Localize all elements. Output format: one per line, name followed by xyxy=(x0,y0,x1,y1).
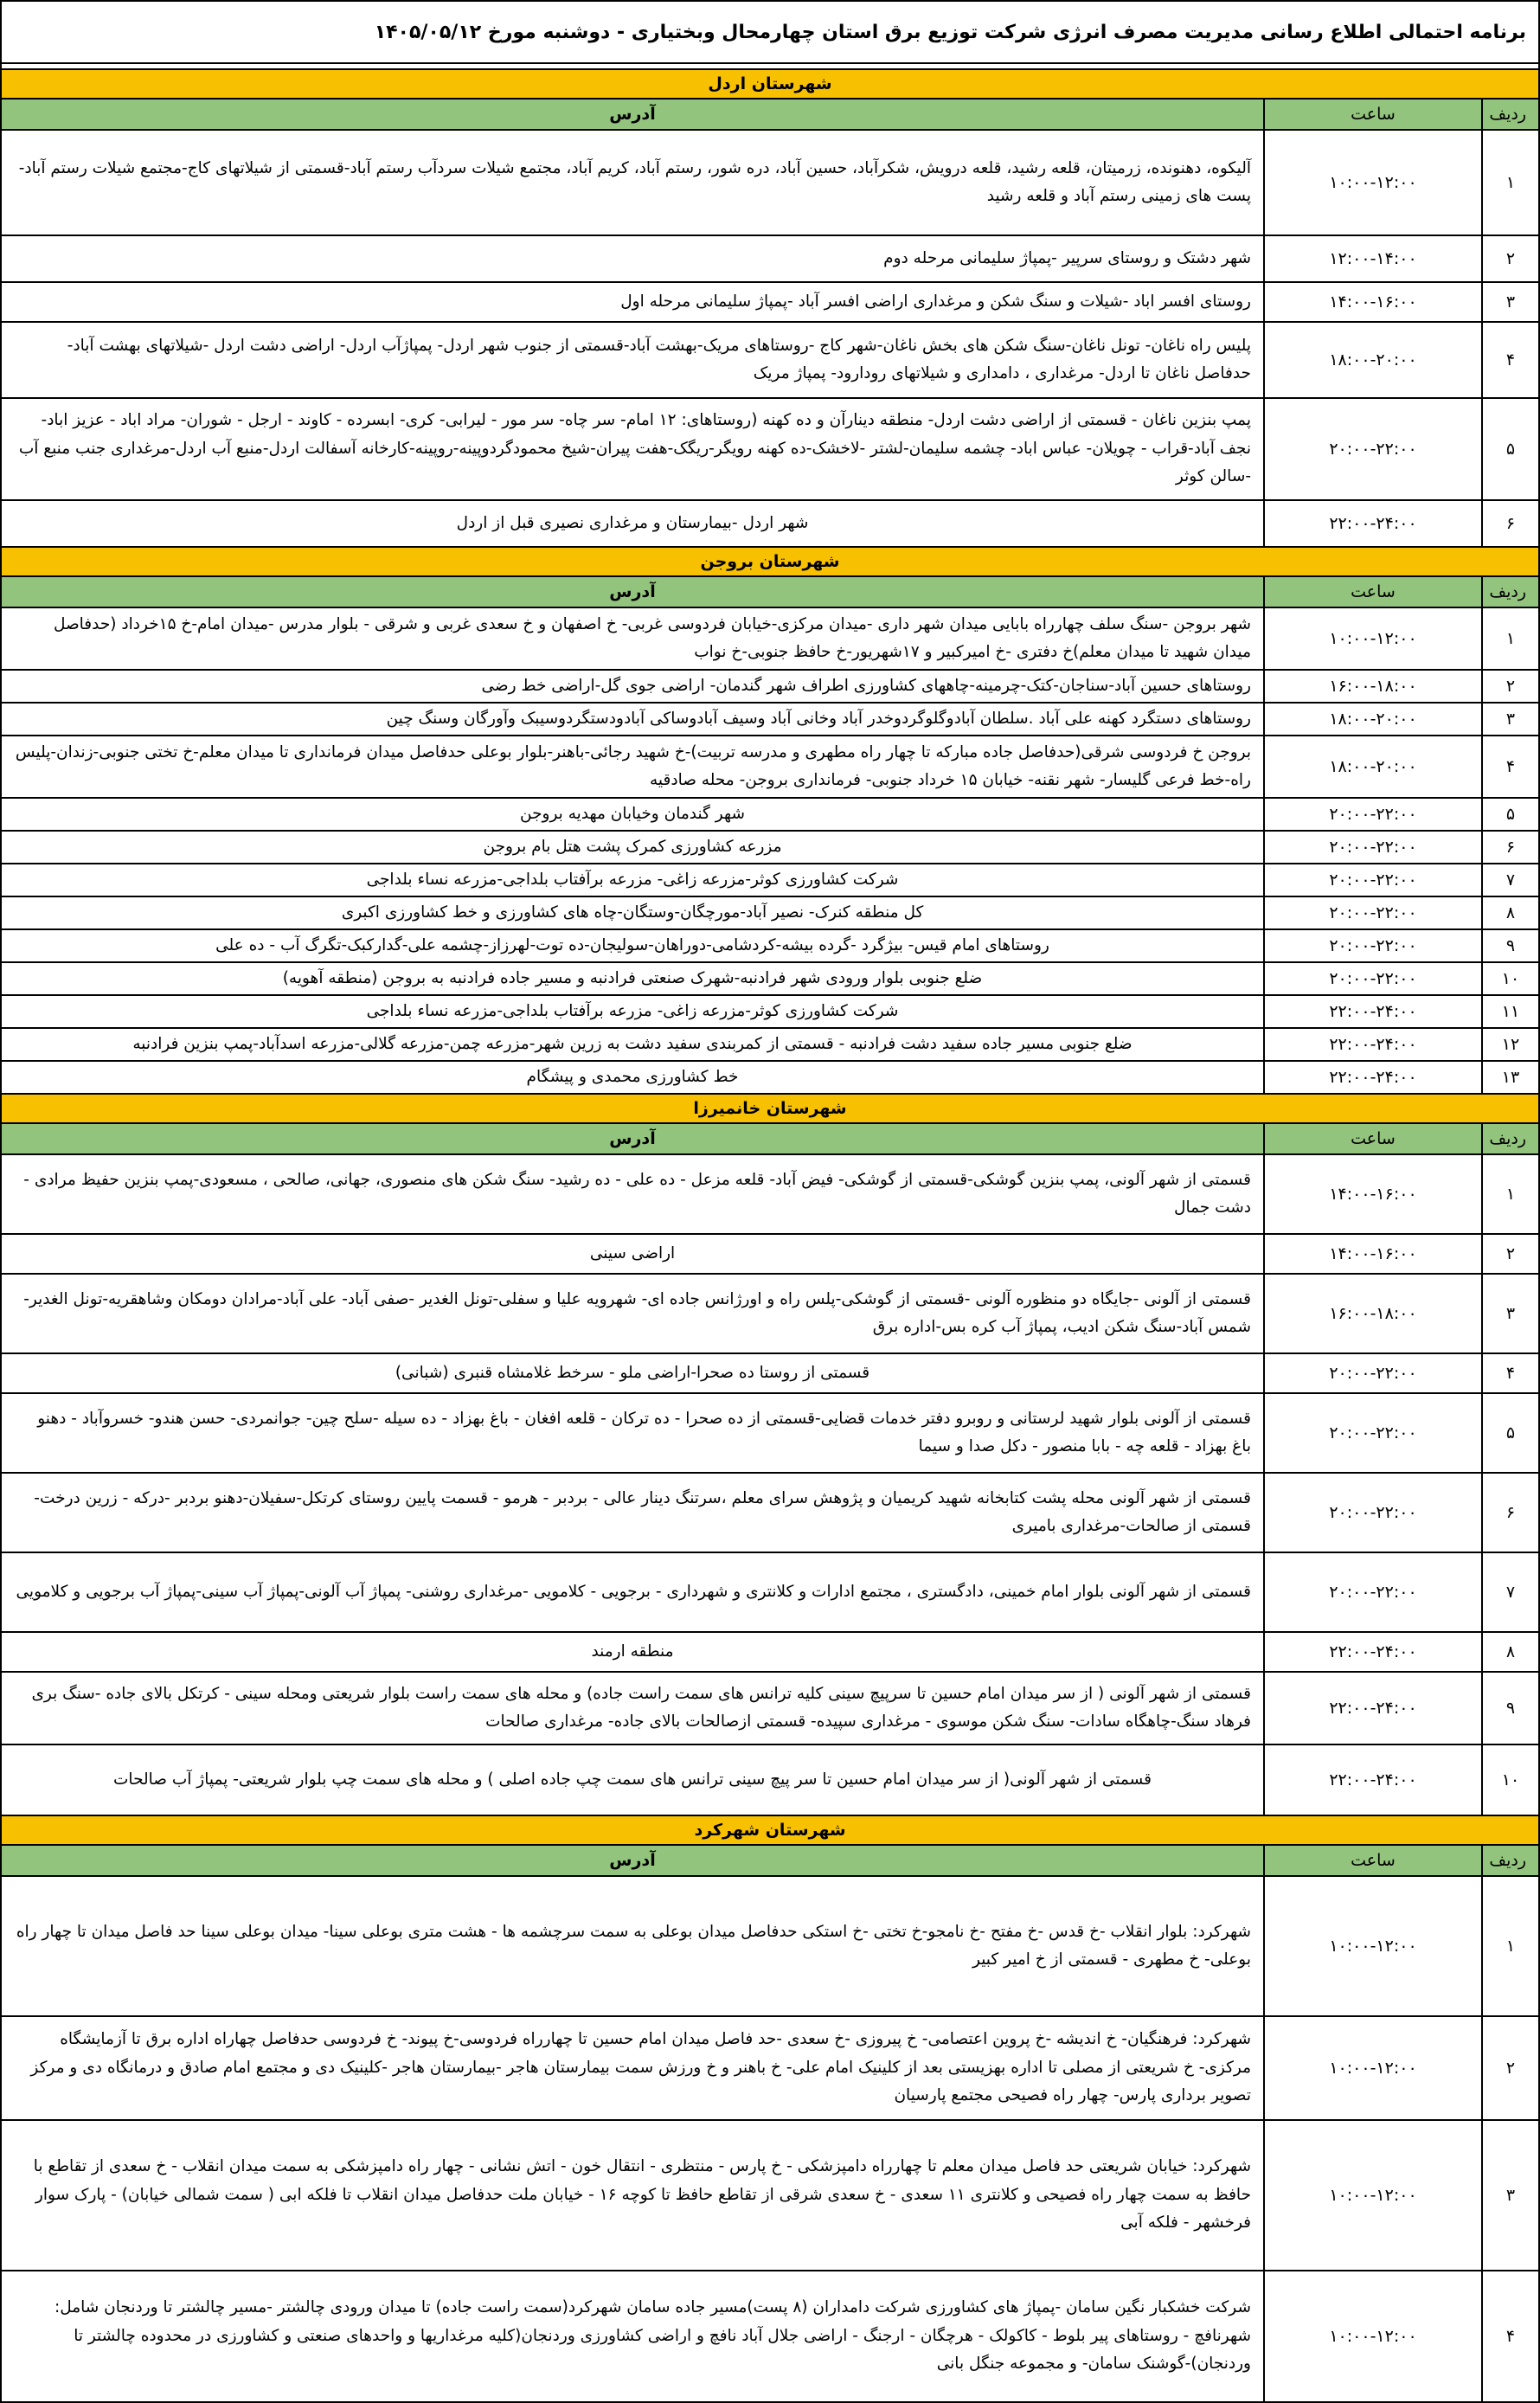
row-time: ۱۰:۰۰-۱۲:۰۰ xyxy=(1264,2016,1482,2120)
header-address: آدرس xyxy=(1,1845,1264,1876)
section-row xyxy=(1,1094,1539,1123)
table-row xyxy=(1,1876,1539,2016)
row-number: ۸ xyxy=(1482,1632,1539,1672)
row-time: ۱۰:۰۰-۱۲:۰۰ xyxy=(1264,2271,1482,2402)
table-row xyxy=(1,1632,1539,1672)
row-address: اراضی سینی xyxy=(1,1234,1264,1274)
table-row xyxy=(1,1061,1539,1094)
spacer-row xyxy=(1,63,1539,69)
row-address: پمپ بنزین ناغان - قسمتی از اراضی دشت اردل- منطقه دینارآن و ده کهنه (روستاهای: ۱۲ امام- سر چاه- سر مور - لیرابی- کری- ابسرده - کاوند - ارجل - شوران- مراد اباد - عزیز اباد-نجف آباد-قراب - چویلان- عباس اباد- چشمه سلیمان-لشتر -لاخشک-ده کهنه رویگر-ریگک-هفت پیران-شیخ محمودگردوپینه-روپینه-کارخانه آسفالت اردل-منبع آب اردل-مرغداری جنب منبع آب -سالن کوثر xyxy=(1,398,1264,500)
row-address: قسمتی از شهر آلونی بلوار امام خمینی، دادگستری ، مجتمع ادارات و کلانتری و شهرداری - برجویی - کلامویی -مرغداری روشنی- پمپاژ آب آلونی-پمپاژ آب سینی-پمپاژ آب برجویی و کلامویی xyxy=(1,1552,1264,1632)
row-number: ۶ xyxy=(1482,831,1539,864)
row-time: ۱۰:۰۰-۱۲:۰۰ xyxy=(1264,130,1482,235)
row-address: پلیس راه ناغان- تونل ناغان-سنگ شکن های بخش ناغان-شهر کاج -روستاهای مریک-بهشت آباد-قسمتی از جنوب شهر اردل- پمپاژآب اردل- اراضی دشت اردل -شیلاتهای بهشت آباد- حدفاصل ناغان تا اردل- مرغداری ، دامداری و شیلاتهای رودارود- پمپاژ مریک xyxy=(1,322,1264,398)
table-row xyxy=(1,1234,1539,1274)
row-address: شهر گندمان وخیابان مهدیه بروجن xyxy=(1,798,1264,831)
schedule-body xyxy=(1,1,1539,2402)
table-row xyxy=(1,1353,1539,1393)
row-time: ۲۰:۰۰-۲۲:۰۰ xyxy=(1264,1353,1482,1393)
table-row xyxy=(1,1473,1539,1552)
table-row xyxy=(1,2120,1539,2271)
row-address: شرکت کشاورزی کوثر-مزرعه زاغی- مزرعه برآفتاب بلداجی-مزرعه نساء بلداجی xyxy=(1,864,1264,896)
row-time: ۲۰:۰۰-۲۲:۰۰ xyxy=(1264,831,1482,864)
row-time: ۱۶:۰۰-۱۸:۰۰ xyxy=(1264,1274,1482,1353)
header-row-number: ردیف xyxy=(1482,1123,1539,1154)
row-time: ۱۴:۰۰-۱۶:۰۰ xyxy=(1264,282,1482,322)
row-time: ۲۲:۰۰-۲۴:۰۰ xyxy=(1264,1028,1482,1061)
row-number: ۶ xyxy=(1482,500,1539,547)
table-row xyxy=(1,831,1539,864)
header-row-number: ردیف xyxy=(1482,1845,1539,1876)
table-row xyxy=(1,282,1539,322)
header-address: آدرس xyxy=(1,99,1264,130)
row-address: خط کشاورزی محمدی و پیشگام xyxy=(1,1061,1264,1094)
table-row xyxy=(1,1028,1539,1061)
row-time: ۱۰:۰۰-۱۲:۰۰ xyxy=(1264,2120,1482,2271)
row-address: شهرکرد: فرهنگیان- خ اندیشه -خ پروین اعتصامی- خ پیروزی -خ سعدی -حد فاصل میدان امام حسین تا چهارراه فردوسی-خ پیوند- خ فردوسی حدفاصل چهاراه اداره برق تا آزمایشگاه مرکزی- خ شریعتی از مصلی تا اداره بهزیستی بعد از کلینیک امام علی- خ باهنر و خ ورزش سمت بیمارستان هاجر -بیمارستان هاجر -کلینیک دی و مجتمع امام صادق و درمانگاه دی و مرکز تصویر برداری پارس- چهار راه فصیحی مجتمع پارسیان xyxy=(1,2016,1264,2120)
table-row xyxy=(1,670,1539,703)
row-number: ۳ xyxy=(1482,1274,1539,1353)
table-row xyxy=(1,703,1539,736)
row-address: شهر دشتک و روستای سرپیر -پمپاژ سلیمانی مرحله دوم xyxy=(1,235,1264,282)
row-number: ۱ xyxy=(1482,607,1539,670)
row-time: ۲۲:۰۰-۲۴:۰۰ xyxy=(1264,1744,1482,1815)
row-address: شهر اردل -بیمارستان و مرغداری نصیری قبل از اردل xyxy=(1,500,1264,547)
table-row xyxy=(1,1744,1539,1815)
row-time: ۲۰:۰۰-۲۲:۰۰ xyxy=(1264,798,1482,831)
section-row xyxy=(1,69,1539,99)
row-number: ۴ xyxy=(1482,1353,1539,1393)
row-number: ۵ xyxy=(1482,798,1539,831)
row-address: شهرکرد: خیابان شریعتی حد فاصل میدان معلم تا چهارراه دامپزشکی - خ پارس - منتظری - انتقال خون - اتش نشانی - چهار راه دامپزشکی به سمت میدان انقلاب - خ سعدی از تقاطع با حافظ به سمت چهار راه فصیحی و کلانتری ۱۱ سعدی - خ سعدی شرقی از تقاطع حافظ تا کوچه ۱۶ - خیابان ملت حدفاصل میدان انقلاب تا فلکه ابی ( سمت شمالی خیابان) - پارک سوار فرخشهر - فلکه آبی xyxy=(1,2120,1264,2271)
row-time: ۲۰:۰۰-۲۲:۰۰ xyxy=(1264,1393,1482,1473)
table-row xyxy=(1,2016,1539,2120)
row-number: ۱۰ xyxy=(1482,962,1539,995)
table-row xyxy=(1,1274,1539,1353)
table-row xyxy=(1,2271,1539,2402)
row-address: روستاهای امام قیس- بیژگرد -گرده بیشه-کردشامی-دوراهان-سولیجان-ده توت-لهرزاز-چشمه علی-گدارکبک-تگرگ آب - ده علی xyxy=(1,929,1264,962)
spacer-cell xyxy=(1,63,1539,69)
row-address: کل منطقه کنرک- نصیر آباد-مورچگان-وستگان-چاه های کشاورزی و خط کشاورزی اکبری xyxy=(1,896,1264,929)
row-time: ۱۴:۰۰-۱۶:۰۰ xyxy=(1264,1154,1482,1234)
header-address: آدرس xyxy=(1,576,1264,607)
row-number: ۵ xyxy=(1482,398,1539,500)
row-address: شرکت کشاورزی کوثر-مزرعه زاغی- مزرعه برآفتاب بلداجی-مزرعه نساء بلداجی xyxy=(1,995,1264,1028)
row-time: ۱۸:۰۰-۲۰:۰۰ xyxy=(1264,736,1482,798)
row-number: ۱۲ xyxy=(1482,1028,1539,1061)
row-number: ۱۰ xyxy=(1482,1744,1539,1815)
row-number: ۹ xyxy=(1482,929,1539,962)
table-row xyxy=(1,607,1539,670)
row-time: ۲۰:۰۰-۲۲:۰۰ xyxy=(1264,864,1482,896)
row-address: روستاهای دستگرد کهنه علی آباد .سلطان آبادوگلوگردوخدر آباد وخانی آباد وسیف آبادوساکی آبادودستگردوسیبک وآورگان وسنگ چین xyxy=(1,703,1264,736)
header-time: ساعت xyxy=(1264,1845,1482,1876)
row-number: ۱ xyxy=(1482,1876,1539,2016)
header-row-number: ردیف xyxy=(1482,99,1539,130)
row-number: ۸ xyxy=(1482,896,1539,929)
row-number: ۱۱ xyxy=(1482,995,1539,1028)
row-number: ۳ xyxy=(1482,2120,1539,2271)
row-number: ۲ xyxy=(1482,2016,1539,2120)
column-header-row xyxy=(1,1123,1539,1154)
row-time: ۲۰:۰۰-۲۲:۰۰ xyxy=(1264,1552,1482,1632)
table-row xyxy=(1,322,1539,398)
table-row xyxy=(1,1672,1539,1744)
header-address: آدرس xyxy=(1,1123,1264,1154)
row-time: ۱۶:۰۰-۱۸:۰۰ xyxy=(1264,670,1482,703)
table-row xyxy=(1,798,1539,831)
row-time: ۲۲:۰۰-۲۴:۰۰ xyxy=(1264,1672,1482,1744)
row-number: ۱۳ xyxy=(1482,1061,1539,1094)
row-number: ۵ xyxy=(1482,1393,1539,1473)
table-row xyxy=(1,896,1539,929)
row-address: آلیکوه، دهنونده، زرمیتان، قلعه رشید، قلعه درویش، شکرآباد، حسین آباد، دره شور، رستم آباد، کریم آباد، مجتمع شیلات سردآب رستم آباد-قسمتی از شیلاتهای کاج-مجتمع شیلات رستم آباد-پست های زمینی رستم آباد و قلعه رشید xyxy=(1,130,1264,235)
header-time: ساعت xyxy=(1264,1123,1482,1154)
column-header-row xyxy=(1,1845,1539,1876)
row-time: ۲۰:۰۰-۲۲:۰۰ xyxy=(1264,398,1482,500)
row-time: ۱۸:۰۰-۲۰:۰۰ xyxy=(1264,703,1482,736)
section-title: شهرستان خانمیرزا xyxy=(1,1094,1539,1123)
row-number: ۲ xyxy=(1482,670,1539,703)
row-number: ۳ xyxy=(1482,703,1539,736)
section-title: شهرستان اردل xyxy=(1,69,1539,99)
section-row xyxy=(1,1815,1539,1845)
row-time: ۲۲:۰۰-۲۴:۰۰ xyxy=(1264,500,1482,547)
row-address: ضلع جنوبی بلوار ورودی شهر فرادنبه-شهرک صنعتی فرادنبه و مسیر جاده فرادنبه به بروجن (منطقه آهویه) xyxy=(1,962,1264,995)
row-time: ۱۸:۰۰-۲۰:۰۰ xyxy=(1264,322,1482,398)
table-row xyxy=(1,398,1539,500)
row-address: بروجن خ فردوسی شرقی(حدفاصل جاده مبارکه تا چهار راه مطهری و مدرسه تربیت)-خ شهید رجائی-باهنر-بلوار بوعلی حدفاصل میدان فرمانداری تا میدان معلم-خ تختی جنوبی-زندان-پلیس راه-خط فرعی گلیسار- شهر نقنه- خیابان ۱۵ خرداد جنوبی- فرمانداری بروجن- محله صادقیه xyxy=(1,736,1264,798)
row-number: ۴ xyxy=(1482,322,1539,398)
section-row xyxy=(1,547,1539,576)
row-number: ۱ xyxy=(1482,130,1539,235)
row-time: ۱۰:۰۰-۱۲:۰۰ xyxy=(1264,1876,1482,2016)
row-number: ۲ xyxy=(1482,235,1539,282)
row-number: ۳ xyxy=(1482,282,1539,322)
column-header-row xyxy=(1,576,1539,607)
section-title: شهرستان بروجن xyxy=(1,547,1539,576)
header-time: ساعت xyxy=(1264,576,1482,607)
row-address: قسمتی از آلونی -جایگاه دو منظوره آلونی -قسمتی از گوشکی-پلس راه و اورژانس جاده ای- شهرویه علیا و سفلی-تونل الغدیر -صفی آباد- علی آباد-مرادان دومکان وشاهقریه-تونل الغدیر-شمس آباد-سنگ شکن ادیب، پمپاژ آب کره بس-اداره برق xyxy=(1,1274,1264,1353)
row-address: مزرعه کشاورزی کمرک پشت هتل بام بروجن xyxy=(1,831,1264,864)
row-address: شرکت خشکبار نگین سامان -پمپاژ های کشاورزی شرکت دامداران (۸ پست)مسیر جاده سامان شهرکرد(سمت راست جاده) تا میدان ورودی چالشتر -مسیر چالشتر تا وردنجان شامل: شهرنافچ - روستاهای پیر بلوط - کاکولک - هرچگان - ارجنگ - اراضی جلال آباد نافچ و اراضی کشاورزی وردنجان(کلیه مرغداریها و واحدهای صنعتی و کشاورزی در محدوده چالشتر تا وردنجان)-گوشنک سامان- و مجموعه جنگل بانی xyxy=(1,2271,1264,2402)
row-number: ۱ xyxy=(1482,1154,1539,1234)
table-row xyxy=(1,864,1539,896)
row-number: ۶ xyxy=(1482,1473,1539,1552)
row-address: روستای افسر اباد -شیلات و سنگ شکن و مرغداری اراضی افسر آباد -پمپاژ سلیمانی مرحله اول xyxy=(1,282,1264,322)
row-address: قسمتی از شهر آلونی، پمپ بنزین گوشکی-قسمتی از گوشکی- فیض آباد- قلعه مزعل - ده علی - ده رشید- سنگ شکن های منصوری، جهانی، صالحی ، مسعودی-پمپ بنزین حفیظ مرادی - دشت جمال xyxy=(1,1154,1264,1234)
table-row xyxy=(1,1552,1539,1632)
row-time: ۲۲:۰۰-۲۴:۰۰ xyxy=(1264,1061,1482,1094)
row-time: ۲۲:۰۰-۲۴:۰۰ xyxy=(1264,995,1482,1028)
header-row-number: ردیف xyxy=(1482,576,1539,607)
row-address: ضلع جنوبی مسیر جاده سفید دشت فرادنبه - قسمتی از کمربندی سفید دشت به زرین شهر-مزرعه چمن-مزرعه گلالی-مزرعه اسدآباد-پمپ بنزین فرادنبه xyxy=(1,1028,1264,1061)
row-number: ۴ xyxy=(1482,2271,1539,2402)
row-address: قسمتی از شهر آلونی محله پشت کتابخانه شهید کریمیان و پژوهش سرای معلم ،سرتنگ دینار عالی - بردبر - هرمو - قسمت پایین روستای کرتکل-سفیلان-دهنو بردبر -درکه - زرین درخت- قسمتی از صالحات-مرغداری بامیری xyxy=(1,1473,1264,1552)
row-address: شهرکرد: بلوار انقلاب -خ قدس -خ مفتح -خ نامجو-خ تختی -خ استکی حدفاصل میدان بوعلی به سمت سرچشمه ها - هشت متری بوعلی سینا- میدان بوعلی سینا حد فاصل میدان تا چهار راه بوعلی- خ مطهری - قسمتی از خ امیر کبیر xyxy=(1,1876,1264,2016)
row-time: ۲۰:۰۰-۲۲:۰۰ xyxy=(1264,929,1482,962)
table-row xyxy=(1,235,1539,282)
row-time: ۲۰:۰۰-۲۲:۰۰ xyxy=(1264,896,1482,929)
row-address: روستاهای حسین آباد-سناجان-کتک-چرمینه-چاههای کشاورزی اطراف شهر گندمان- اراضی جوی گل-اراضی خط رضی xyxy=(1,670,1264,703)
page-title: برنامه احتمالی اطلاع رسانی مدیریت مصرف انرژی شرکت توزیع برق استان چهارمحال وبختیاری - دوشنبه مورخ ۱۴۰۵/۰۵/۱۲ xyxy=(1,1,1539,63)
row-time: ۱۴:۰۰-۱۶:۰۰ xyxy=(1264,1234,1482,1274)
table-row xyxy=(1,962,1539,995)
row-number: ۷ xyxy=(1482,1552,1539,1632)
row-number: ۹ xyxy=(1482,1672,1539,1744)
column-header-row xyxy=(1,99,1539,130)
row-address: منطقه ارمند xyxy=(1,1632,1264,1672)
table-row xyxy=(1,1154,1539,1234)
row-time: ۲۰:۰۰-۲۲:۰۰ xyxy=(1264,962,1482,995)
row-address: قسمتی از روستا ده صحرا-اراضی ملو - سرخط غلامشاه قنبری (شبانی) xyxy=(1,1353,1264,1393)
section-title: شهرستان شهرکرد xyxy=(1,1815,1539,1845)
table-row xyxy=(1,995,1539,1028)
header-time: ساعت xyxy=(1264,99,1482,130)
table-row xyxy=(1,130,1539,235)
title-row xyxy=(1,1,1539,63)
row-address: قسمتی از شهر آلونی ( از سر میدان امام حسین تا سرپیچ سینی کلیه ترانس های سمت راست جاده) و محله های سمت راست بلوار شریعتی ومحله سینی - کرتکل بالای جاده -سنگ بری فرهاد سنگ-چاهگاه سادات- سنگ شکن موسوی - مرغداری سپیده- قسمتی ازصالحات بالای جاده- مرغداری صالحات xyxy=(1,1672,1264,1744)
row-time: ۲۰:۰۰-۲۲:۰۰ xyxy=(1264,1473,1482,1552)
table-row xyxy=(1,929,1539,962)
table-row xyxy=(1,1393,1539,1473)
row-time: ۱۰:۰۰-۱۲:۰۰ xyxy=(1264,607,1482,670)
row-address: قسمتی از شهر آلونی( از سر میدان امام حسین تا سر پیچ سینی ترانس های سمت چپ جاده اصلی ) و محله های سمت چپ بلوار شریعتی- پمپاژ آب صالحات xyxy=(1,1744,1264,1815)
row-time: ۲۲:۰۰-۲۴:۰۰ xyxy=(1264,1632,1482,1672)
row-number: ۷ xyxy=(1482,864,1539,896)
row-number: ۴ xyxy=(1482,736,1539,798)
row-address: قسمتی از آلونی بلوار شهید لرستانی و روبرو دفتر خدمات قضایی-قسمتی از ده صحرا - ده ترکان - قلعه افغان - باغ بهزاد - ده سیله -سلح چین- جوانمردی- حسن هندو- خسروآباد - دهنو باغ بهزاد - قلعه چه - بابا منصور - دکل صدا و سیما xyxy=(1,1393,1264,1473)
table-row xyxy=(1,500,1539,547)
row-time: ۱۲:۰۰-۱۴:۰۰ xyxy=(1264,235,1482,282)
row-address: شهر بروجن -سنگ سلف چهارراه بابایی میدان شهر داری -میدان مرکزی-خیابان فردوسی غربی- خ اصفهان و خ سعدی غربی و شرقی - بلوار مدرس -میدان امام-خ ۱۵خرداد (حدفاصل میدان شهید تا میدان معلم)خ دفتری -خ امیرکبیر و ۱۷شهریور-خ حافظ جنوبی-خ نواب xyxy=(1,607,1264,670)
row-number: ۲ xyxy=(1482,1234,1539,1274)
table-row xyxy=(1,736,1539,798)
